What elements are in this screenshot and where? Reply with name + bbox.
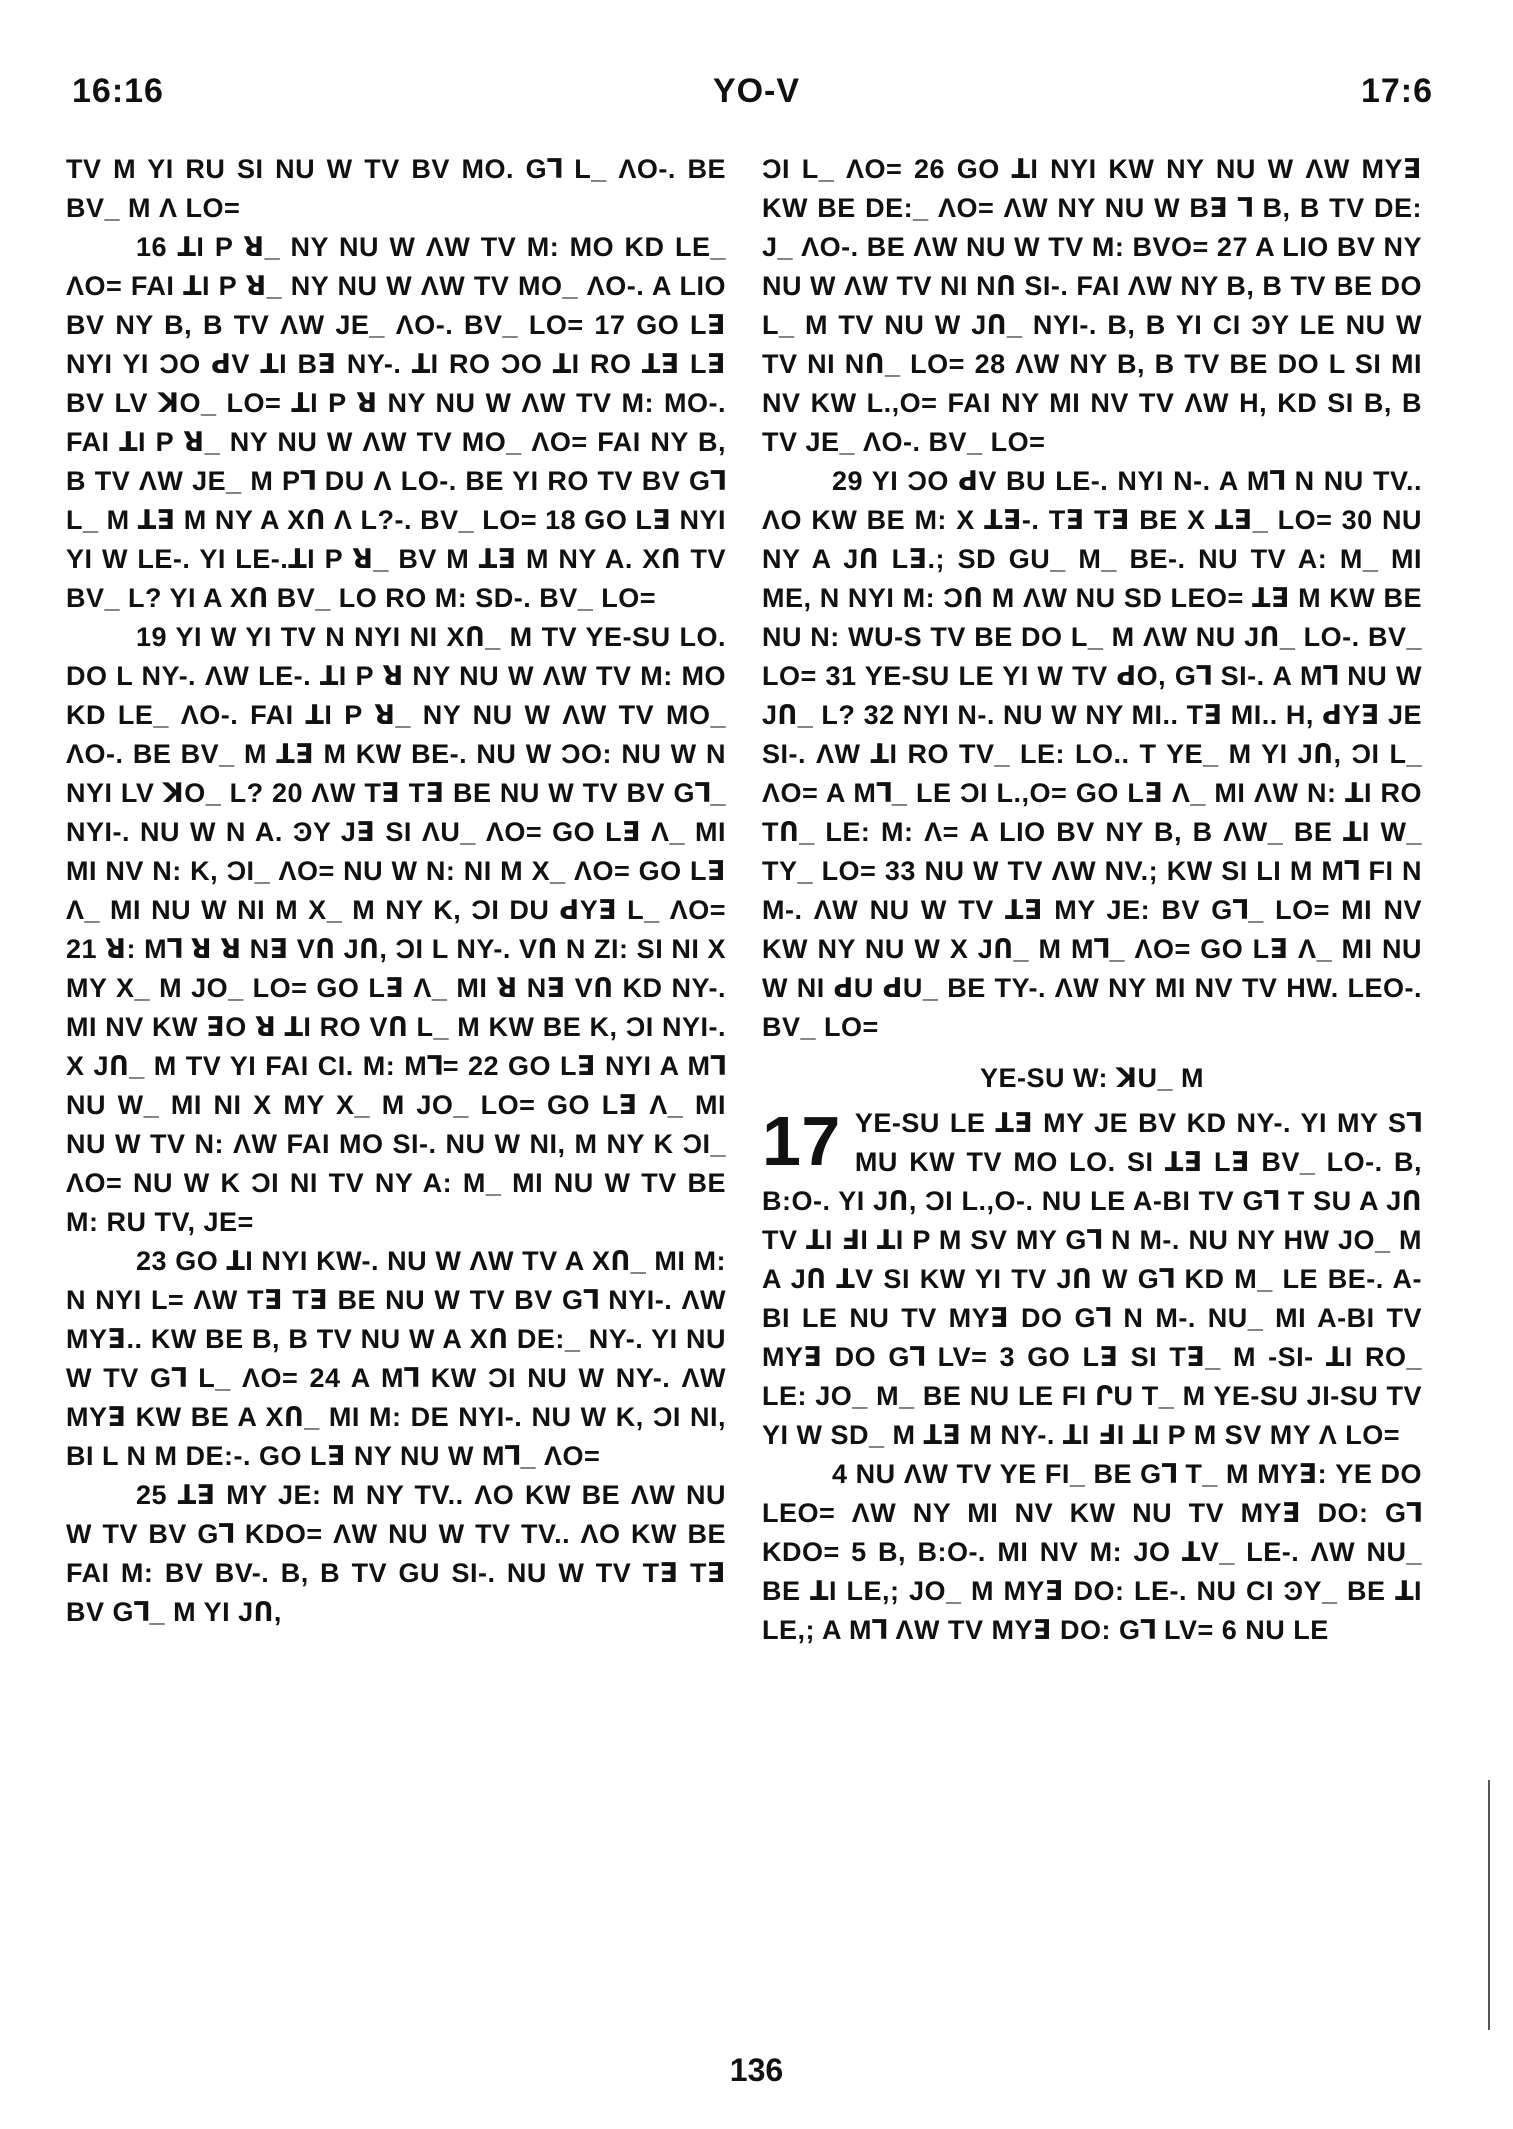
header-right-reference: 17:6 (1360, 72, 1433, 110)
left-column (66, 150, 726, 1632)
paragraph: YE-SU LE ꓕꓱ MY JE BV KD NY-. YI MY Sꓶ MU KW TV MO LO. SI ꓕꓱ Lꓱ BV_ LO-. B, B:O-. YI JՈ, ϽI L.,O-. NU LE A-BI TV Gꓶ T SU A JՈ TV ꓕI ꓞI ꓕI P M SV MY Gꓶ N M-. NU NY HW JO_ M A JՈ ꓕV SI KW YI TV JՈ W Gꓶ KD M_ LE BE-. A-BI LE NU TV MYꓱ DO Gꓶ N M-. NU_ MI A-BI TV MYꓱ DO Gꓶ LV= 3 GO Lꓱ SI Tꓱ_ M -SI- ꓕI RO_ LE: JO_ M_ BE NU LE FI ՐU T_ M YE-SU JI-SU TV YI W SD_ M ꓕꓱ M NY-. ꓕI ꓞI ꓕI P M SV MY Λ LO= (762, 1108, 1422, 1450)
header-book-title: YO-V (712, 72, 801, 110)
header-left-reference: 16:16 (72, 72, 164, 110)
paragraph: 23 GO ꓕI NYI KW-. NU W ΛW TV A XՈ_ MI M: N NYI L= ΛW Tꓱ Tꓱ BE NU W TV BV Gꓶ NYI-. ΛW MYꓱ.. KW BE B, B TV NU W A XՈ DE:_ NY-. YI NU W TV Gꓶ L_ ΛO= 24 A Mꓶ KW ϽI NU W NY-. ΛW MYꓱ KW BE A XՈ_ MI M: DE NYI-. NU W K, ϽI NI, BI L N M DE:-. GO Lꓱ NY NU W Mꓶ_ ΛO= (66, 1246, 726, 1471)
scan-edge-line (1488, 1780, 1490, 2030)
paragraph: 4 NU ΛW TV YE FI_ BE Gꓶ T_ M MYꓱ: YE DO LEO= ΛW NY MI NV KW NU TV MYꓱ DO: Gꓶ KDO= 5 B, B:O-. MI NV M: JO ꓕV_ LE-. ΛW NU_ BE ꓕI LE,; JO_ M MYꓱ DO: LE-. NU CI ϿY_ BE ꓕI LE,; A Mꓶ ΛW TV MYꓱ DO: Gꓶ LV= 6 NU LE (762, 1459, 1422, 1645)
chapter-number: 17 (762, 1102, 841, 1180)
section-heading: YE-SU W: ꓘU_ M (980, 1063, 1204, 1093)
page-number: 136 (729, 2052, 784, 2088)
right-column (762, 150, 1422, 1650)
paragraph: 25 ꓕꓱ MY JE: M NY TV.. ΛO KW BE ΛW NU W TV BV Gꓶ KDO= ΛW NU W TV TV.. ΛO KW BE FAI M: BV BV-. B, B TV GU SI-. NU W TV Tꓱ Tꓱ BV Gꓶ_ M YI JՈ, (66, 1480, 726, 1627)
paragraph: TV M YI RU SI NU W TV BV MO. Gꓶ L_ ΛO-. BE BV_ M Λ LO= (66, 154, 726, 223)
paragraph: 19 YI W YI TV N NYI NI XՈ_ M TV YE-SU LO. DO L NY-. ΛW LE-. ꓕI P ꓤ NY NU W ΛW TV M: MO KD LE_ ΛO-. FAI ꓕI P ꓤ_ NY NU W ΛW TV MO_ ΛO-. BE BV_ M ꓕꓱ M KW BE-. NU W ϽO: NU W N NYI LV ꓘO_ L? 20 ΛW Tꓱ Tꓱ BE NU W TV BV Gꓶ_ NYI-. NU W N A. ϿY Jꓱ SI ΛU_ ΛO= GO Lꓱ Λ_ MI MI NV N: K, ϽI_ ΛO= NU W N: NI M X_ ΛO= GO Lꓱ Λ_ MI NU W NI M X_ M NY K, ϽI DU ꓒYꓱ L_ ΛO= 21 ꓤ: Mꓶ ꓤ ꓤ Nꓱ VՈ JՈ, ϽI L NY-. VՈ N ZI: SI NI X MY X_ M JO_ LO= GO Lꓱ Λ_ MI ꓤ Nꓱ VՈ KD NY-. MI NV KW ꓱO ꓤ ꓕI RO VՈ L_ M KW BE K, ϽI NYI-. X JՈ_ M TV YI FAI CI. M: Mꓶ= 22 GO Lꓱ NYI A Mꓶ NU W_ MI NI X MY X_ M JO_ LO= GO Lꓱ Λ_ MI NU W TV N: ΛW FAI MO SI-. NU W NI, M NY K ϽI_ ΛO= NU W K ϽI NI TV NY A: M_ MI NU W TV BE M: RU TV, JE= (66, 622, 726, 1237)
page-header (0, 72, 1513, 132)
paragraph: 29 YI ϽO ꓒV BU LE-. NYI N-. A Mꓶ N NU TV.. ΛO KW BE M: X ꓕꓱ-. Tꓱ Tꓱ BE X ꓕꓱ_ LO= 30 NU NY A JՈ Lꓱ.; SD GU_ M_ BE-. NU TV A: M_ MI ME, N NYI M: ϽՈ M ΛW NU SD LEO= ꓕꓱ M KW BE NU N: WU-S TV BE DO L_ M ΛW NU JՈ_ LO-. BV_ LO= 31 YE-SU LE YI W TV ꓒO, Gꓶ SI-. A Mꓶ NU W JՈ_ L? 32 NYI N-. NU W NY MI.. Tꓱ MI.. H, ꓒYꓱ JE SI-. ΛW ꓕI RO TV_ LE: LO.. T YE_ M YI JՈ, ϽI L_ ΛO= A Mꓶ_ LE ϽI L.,O= GO Lꓱ Λ_ MI ΛW N: ꓕI RO TՈ_ LE: M: Λ= A LIO BV NY B, B ΛW_ BE ꓕI W_ TY_ LO= 33 NU W TV ΛW NV.; KW SI LI M Mꓶ FI N M-. ΛW NU W TV ꓕꓱ MY JE: BV Gꓶ_ LO= MI NV KW NY NU W X JՈ_ M Mꓶ_ ΛO= GO Lꓱ Λ_ MI NU W NI ꓒU ꓒU_ BE TY-. ΛW NY MI NV TV HW. LEO-. BV_ LO= (762, 466, 1422, 1042)
chapter-block (762, 1104, 1422, 1455)
paragraph: ϽI L_ ΛO= 26 GO ꓕI NYI KW NY NU W ΛW MYꓱ KW BE DE:_ ΛO= ΛW NY NU W Bꓱ ꓶ B, B TV DE: J_ ΛO-. BE ΛW NU W TV M: BVO= 27 A LIO BV NY NU W ΛW TV NI NՈ SI-. FAI ΛW NY B, B TV BE DO L_ M TV NU W JՈ_ NYI-. B, B YI CI ϿY LE NU W TV NI NՈ_ LO= 28 ΛW NY B, B TV BE DO L SI MI NV KW L.,O= FAI NY MI NV TV ΛW H, KD SI B, B TV JE_ ΛO-. BV_ LO= (762, 154, 1422, 457)
paragraph: 16 ꓕI P ꓤ_ NY NU W ΛW TV M: MO KD LE_ ΛO= FAI ꓕI P ꓤ_ NY NU W ΛW TV MO_ ΛO-. A LIO BV NY B, B TV ΛW JE_ ΛO-. BV_ LO= 17 GO Lꓱ NYI YI ϽO ꓒV ꓕI Bꓱ NY-. ꓕI RO ϽO ꓕI RO ꓕꓱ Lꓱ BV LV ꓘO_ LO= ꓕI P ꓤ NY NU W ΛW TV M: MO-. FAI ꓕI P ꓤ_ NY NU W ΛW TV MO_ ΛO= FAI NY B, B TV ΛW JE_ M Pꓶ DU Λ LO-. BE YI RO TV BV Gꓶ L_ M ꓕꓱ M NY A XՈ Λ L?-. BV_ LO= 18 GO Lꓱ NYI YI W LE-. YI LE-.ꓕI P ꓤ_ BV M ꓕꓱ M NY A. XՈ TV BV_ L? YI A XՈ BV_ LO RO M: SD-. BV_ LO= (66, 232, 726, 613)
